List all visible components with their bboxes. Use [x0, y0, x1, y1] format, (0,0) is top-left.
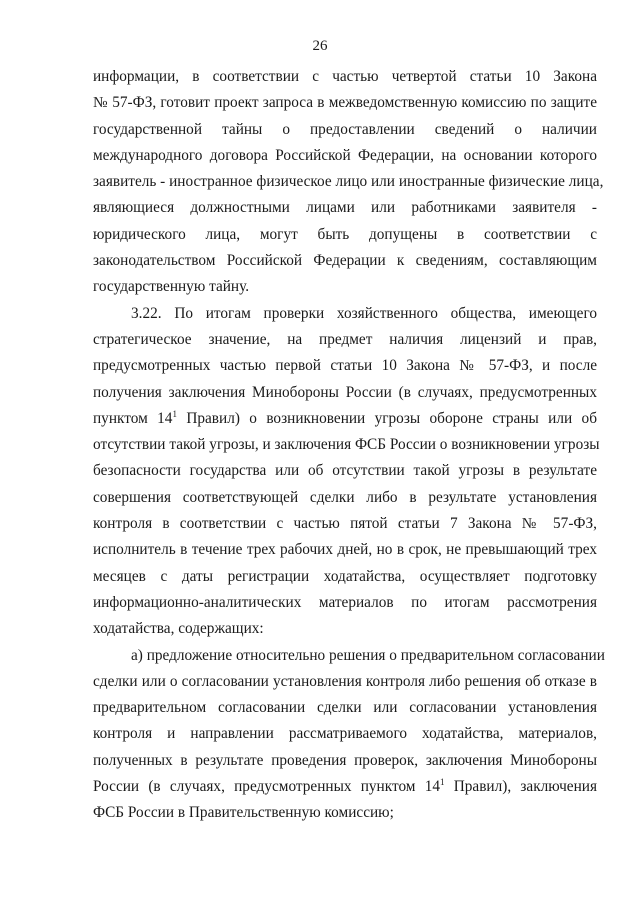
text-line: а) предложение относительно решения о предварительном согласовании — [131, 646, 605, 664]
text-line: отсутствии такой угрозы, и заключения ФСБ России о возникновении угрозы — [93, 436, 600, 454]
text-line: полученных в результате проведения проверок, заключения Минобороны — [93, 751, 597, 769]
text-fragment: России (в случаях, предусмотренных пунктом 14 — [93, 778, 440, 796]
text-line: исполнитель в течение трех рабочих дней, но в срок, не превышающий трех — [93, 541, 597, 559]
text-line: № 57-ФЗ, готовит проект запроса в межведомственную комиссию по защите — [93, 94, 597, 112]
text-line: предусмотренных частью первой статьи 10 Закона № 57-ФЗ, и после — [93, 357, 597, 375]
text-line: государственной тайны о предоставлении сведений о наличии — [93, 120, 597, 138]
text-line: предварительном согласовании сделки или согласовании установления — [93, 699, 597, 717]
text-line: месяцев с даты регистрации ходатайства, осуществляет подготовку — [93, 567, 597, 585]
paragraph-3-22 — [93, 301, 600, 643]
text-line: юридического лица, могут быть допущены в соответствии с — [93, 225, 597, 243]
paragraph-item-a — [93, 643, 605, 827]
text-line: стратегическое значение, на предмет наличия лицензий и прав, — [93, 330, 597, 348]
text-line: получения заключения Минобороны России (в случаях, предусмотренных — [93, 383, 597, 401]
document-body — [93, 64, 605, 827]
text-line: 3.22. По итогам проверки хозяйственного общества, имеющего — [131, 304, 597, 322]
text-line: международного договора Российской Федерации, на основании которого — [93, 146, 597, 164]
text-line: законодательством Российской Федерации к сведениям, составляющим — [93, 252, 597, 270]
text-line-with-superscript — [93, 406, 597, 432]
text-line: ФСБ России в Правительственную комиссию; — [93, 804, 394, 822]
text-line: информационно-аналитических материалов по итогам рассмотрения — [93, 593, 597, 611]
text-fragment: Правил) о возникновении угрозы обороне страны или об — [186, 409, 597, 427]
text-line: ходатайства, содержащих: — [93, 620, 264, 638]
superscript: 1 — [172, 408, 177, 419]
superscript: 1 — [440, 777, 445, 788]
text-line: сделки или о согласовании установления контроля либо решения об отказе в — [93, 672, 597, 690]
text-fragment: пунктом 14 — [93, 409, 173, 427]
text-line: совершения соответствующей сделки либо в результате установления — [93, 488, 597, 506]
text-line: контроля и направлении рассматриваемого ходатайства, материалов, — [93, 725, 597, 743]
paragraph-continuation — [93, 64, 604, 301]
text-line: являющиеся должностными лицами или работниками заявителя - — [93, 199, 597, 217]
text-line: заявитель - иностранное физическое лицо или иностранные физические лица, — [93, 173, 604, 191]
text-line-with-superscript — [93, 774, 597, 800]
text-line: государственную тайну. — [93, 278, 250, 296]
text-fragment: Правил), заключения — [453, 778, 598, 796]
text-line: контроля в соответствии с частью пятой статьи 7 Закона № 57-ФЗ, — [93, 515, 597, 533]
page-number: 26 — [312, 38, 328, 54]
text-line: информации, в соответствии с частью четвертой статьи 10 Закона — [93, 68, 597, 85]
text-line: безопасности государства или об отсутствии такой угрозы в результате — [93, 462, 597, 480]
